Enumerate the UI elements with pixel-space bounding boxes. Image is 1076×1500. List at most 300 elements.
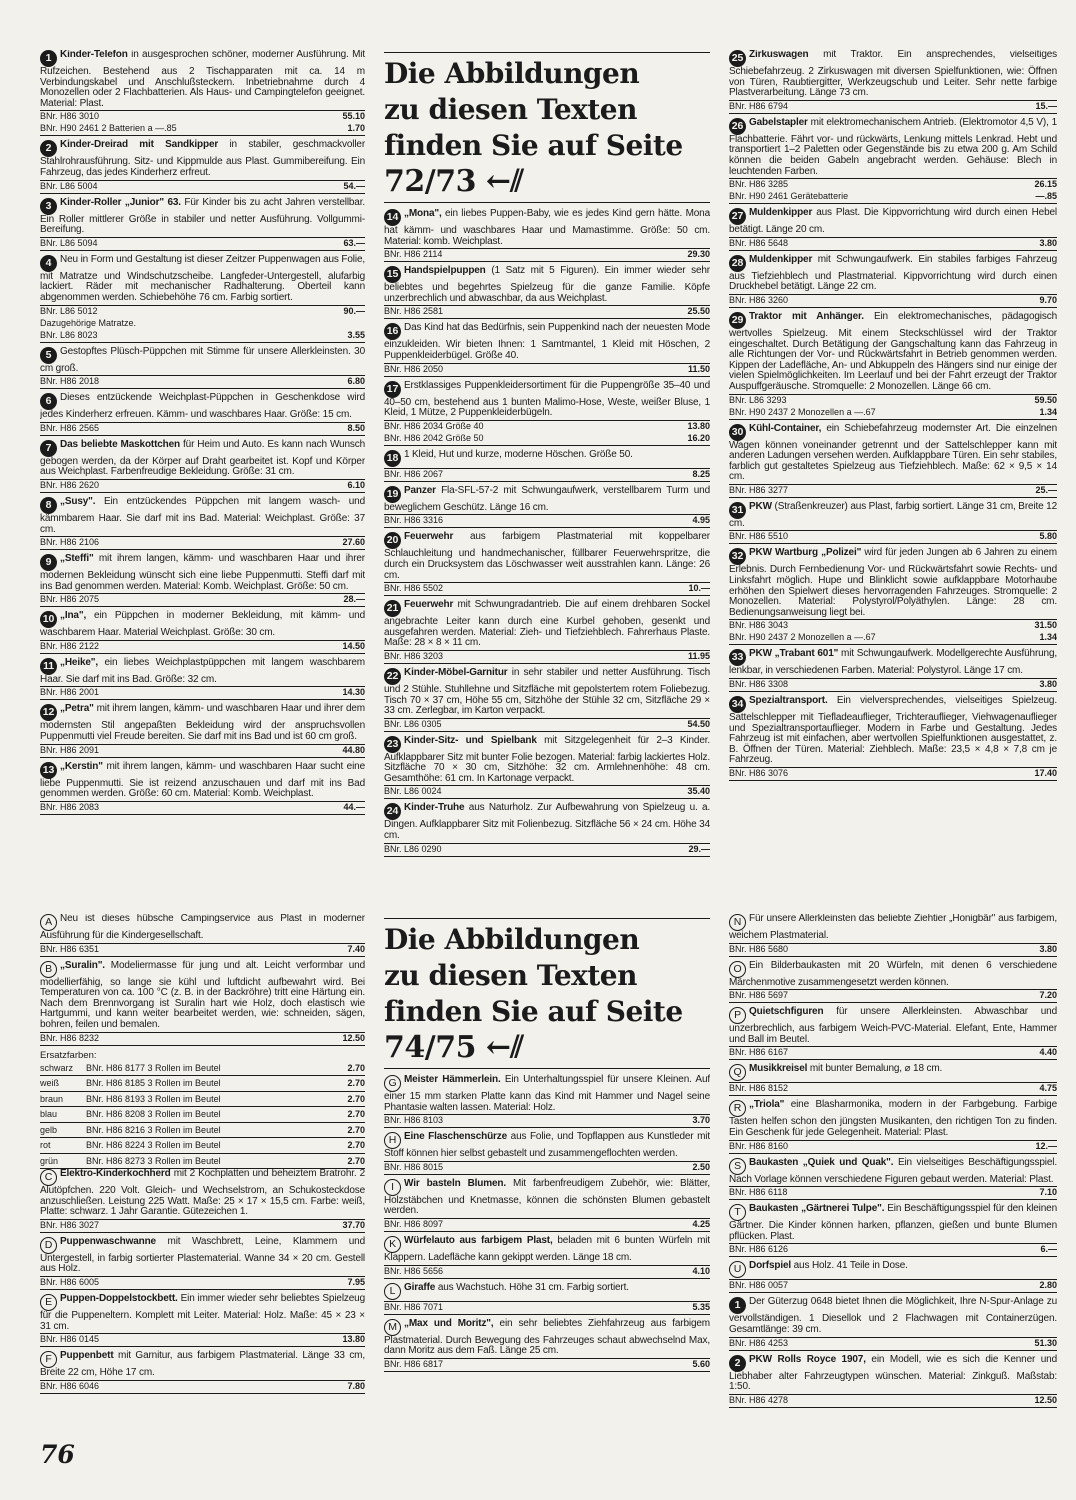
item-description: [40, 611, 365, 639]
item-number-badge: 21: [384, 600, 401, 617]
item-text: mit Schwungradantrieb. Die auf einem drehbaren Sockel angebrachte Leiter kann durch eine Kurbel gehoben, gesenkt und ausgefahren werden. Material: Zieh- und Tiefziehblech. Fahrerhaus Plaste. Maße: 28 × 8 × 11 cm.: [384, 599, 710, 649]
order-number: BNr. H86 8224 3 Rollen im Beutel: [86, 1138, 333, 1154]
catalog-item: [40, 762, 365, 815]
price: 6.—: [1040, 1244, 1057, 1255]
catalog-item: [729, 208, 1057, 251]
replacement-row: [40, 1153, 365, 1169]
catalog-item: [729, 1100, 1057, 1153]
order-number-row: [384, 650, 710, 662]
page-reference-heading-1: [384, 52, 710, 203]
order-number-row: [729, 394, 1057, 406]
item-text: ein Püppchen in moderner Bekleidung, mit kämm- und waschbarem Haar. Material Weichplast. Größe: 30 cm.: [40, 610, 365, 639]
item-title: Feuerwehr: [404, 531, 454, 543]
item-title: Feuerwehr: [404, 599, 454, 611]
item-number-badge: 30: [729, 424, 746, 441]
replacement-colors-table: [40, 1061, 365, 1170]
catalog-item: [40, 1294, 365, 1347]
catalog-item: [40, 704, 365, 757]
item-text: Neu ist dieses hübsche Campingservice aus Plast in moderner Ausführung für die Kindergesellschaft.: [40, 914, 365, 941]
order-number: BNr. H86 5680: [729, 943, 789, 954]
order-number: BNr. H86 2018: [40, 376, 100, 387]
item-description: [384, 323, 710, 361]
item-title: „Triola": [749, 1099, 785, 1111]
item-number-badge: 28: [729, 255, 746, 272]
order-number-row: [729, 678, 1057, 690]
catalog-item: [384, 450, 710, 482]
item-text: Neu in Form und Gestaltung ist dieser Zeitzer Puppenwagen aus Folie, mit Matratze und Windschutzscheibe. Langfeder-Untergestell, alufarbig lackiert. Räder mit mechanischer Radhalterung. Oberteil kann abgenommen werden. Schiebehöhe 76 cm. Farbig sortiert.: [40, 253, 365, 303]
item-text: für unsere Allerkleinsten. Abwaschbar und unzerbrechlich, aus farbigem Weich-PVC-Material. Elefant, Ente, Hammer und Ball im Beutel.: [729, 1006, 1057, 1045]
order-number: BNr. H86 2075: [40, 594, 100, 605]
item-text: Ein vielseitiges Beschäftigungsspiel. Nach Vorlage können verschiedene Figuren gebaut werden. Material: Plast.: [729, 1156, 1057, 1185]
order-number-row: [384, 843, 710, 855]
item-text: mit ihrem langen, kämm- und waschbaren Haar und ihrer modernen Bekleidung wünscht sich eine liebe Puppenmutti. Steffi darf mit ins Bad genommen werden. Material: Komb. Weichplast. Größe: 50 cm.: [40, 553, 365, 592]
order-number-row: [40, 943, 365, 955]
item-description: [729, 649, 1057, 677]
item-description: [40, 198, 365, 236]
order-number-row: [384, 1301, 710, 1313]
price: 3.80: [1039, 237, 1057, 248]
price: 11.95: [687, 650, 710, 661]
color-name: grün: [40, 1153, 86, 1169]
item-number-badge: 22: [384, 668, 401, 685]
item-description: [384, 1075, 710, 1113]
item-title: Musikkreisel: [749, 1063, 808, 1075]
order-number: BNr. H86 4278: [729, 1394, 789, 1405]
catalog-item: [384, 486, 710, 529]
order-number: BNr. H86 8103: [384, 1115, 444, 1126]
item-title: Muldenkipper: [749, 253, 813, 265]
price: 27.60: [342, 537, 365, 548]
catalog-item: [40, 658, 365, 701]
item-description: [729, 1261, 1057, 1278]
item-text: (1 Satz mit 5 Figuren). Ein immer wieder sehr beliebtes und begehrtes Spielzeug für die ganze Familie. Köpfe unzerbrechlich und abwaschbar, da aus Weichplast.: [384, 265, 710, 304]
item-title: „Susy".: [60, 495, 96, 507]
replacement-row: [40, 1122, 365, 1138]
item-description: [40, 255, 365, 304]
price: 7.40: [347, 943, 365, 954]
catalog-item: [40, 255, 365, 343]
item-text: (Straßenkreuzer) aus Plast, farbig sortiert. Länge 31 cm, Breite 12 cm.: [729, 500, 1057, 529]
price: 2.70: [333, 1091, 365, 1107]
price: 3.70: [692, 1115, 710, 1126]
item-number-badge: 1: [729, 1297, 746, 1314]
order-number: BNr. H86 3285: [729, 179, 789, 190]
item-number-badge: 8: [40, 497, 57, 514]
order-number: BNr. H86 8216 3 Rollen im Beutel: [86, 1122, 333, 1138]
item-text: in stabiler, geschmackvoller Stahlrohrausführung. Sitz- und Kippmulde aus Plast. Gummibereifung. Ein Fahrzeug, das jedes Kinderherz erfreut.: [40, 139, 365, 178]
item-description: [40, 704, 365, 742]
order-number: BNr. H86 6005: [40, 1277, 100, 1288]
order-number-row: [40, 744, 365, 756]
order-number: BNr. L86 0024: [384, 786, 442, 797]
item-list: [40, 914, 365, 1394]
price: 2.80: [1039, 1280, 1057, 1291]
item-description: [384, 1132, 710, 1160]
price: 2.70: [333, 1153, 365, 1169]
item-text: wird für jeden Jungen ab 6 Jahren zu einem Erlebnis. Durch Fernbedienung Vor- und Rückwärtsfahrt sowie Rechts- und Linksfahrt möglich. Hupe und Blinklicht sowie aufklappbare Motorhaube erhöhen den Spielwert dieses hervorragenden Fahrzeuges. Stromquelle: 2 Monozellen. Material: Polystyrol/Polyäthylen. Länge: 28 cm. Bedienungsanweisung liegt bei.: [729, 547, 1057, 618]
item-number-badge: 3: [40, 198, 57, 215]
price: 7.20: [1039, 990, 1057, 1001]
item-text: mit Traktor. Ein ansprechendes, vielseitiges Schiebefahrzeug. 2 Zirkuswagen mit diversen Spielfunktionen, wie: Öffnen von Türen, Raubtiergitter, Werkzeugschub und Leiter. Sehr nette farbige Plastverarbeitung. Länge 73 cm.: [729, 50, 1057, 99]
item-number-badge: D: [40, 1237, 57, 1254]
item-text: mit Schwungaufwerk. Ein stabiles farbiges Fahrzeug aus Tiefziehblech und Plastmaterial. Kippvorrichtung wird durch einen Druckhebel betätigt. Länge 22 cm.: [729, 253, 1057, 293]
order-number-row: [40, 180, 365, 192]
catalog-item: [384, 1319, 710, 1372]
ersatz-label: Ersatzfarben:: [40, 1049, 97, 1061]
price: 29.30: [687, 249, 710, 260]
order-number-row: [384, 363, 710, 375]
catalog-item: [384, 323, 710, 376]
item-title: „Petra": [60, 703, 94, 715]
price: 55.10: [342, 111, 365, 122]
order-number: BNr. H86 2581: [384, 306, 444, 317]
order-number: BNr. L86 0305: [384, 718, 442, 729]
item-description: [729, 1297, 1057, 1335]
order-number: BNr. H86 2034 Größe 40: [384, 420, 484, 431]
order-number: BNr. H86 6817: [384, 1358, 444, 1369]
price: 35.40: [687, 786, 710, 797]
item-number-badge: 16: [384, 323, 401, 340]
order-number-row: [40, 330, 365, 341]
item-text: aus farbigem Plastmaterial mit koppelbarer Schlauchleitung und handmechanischer, füllbarer Feuerwehrspritze, die durch ein Drucksystem das Löschwasser weit ausstrahlen kann. Länge: 26 cm.: [384, 531, 710, 581]
price: 44.80: [342, 744, 365, 755]
item-number-badge: 34: [729, 696, 746, 713]
price: 8.50: [347, 422, 365, 433]
order-number-row: [384, 433, 710, 444]
price: 31.50: [1034, 620, 1057, 631]
heading-page-ref: 74/75 ←⫽: [384, 1030, 524, 1065]
price: 6.80: [347, 376, 365, 387]
order-number: BNr. H86 8232: [40, 1032, 100, 1043]
order-number: BNr. H86 6167: [729, 1047, 789, 1058]
item-text: Der Güterzug 0648 bietet Ihnen die Möglichkeit, Ihre N-Spur-Anlage zu vervollständigen. 1 Diesellok und 2 Flachwagen mit Containerzügen. Gesamtlänge: 39 cm.: [729, 1296, 1057, 1335]
item-title: Dorfspiel: [749, 1260, 791, 1272]
item-title: Würfelauto aus farbigem Plast,: [404, 1234, 553, 1246]
price: 2.70: [333, 1061, 365, 1076]
heading-page-ref: 72/73 ←⫽: [384, 164, 524, 199]
item-description: [40, 1237, 365, 1275]
item-title: Traktor mit Anhänger.: [749, 310, 864, 322]
item-number-badge: L: [384, 1283, 401, 1300]
item-text: beladen mit 6 bunten Würfeln mit Klappern. Ladefläche kann gekippt werden. Länge 18 cm.: [384, 1234, 710, 1263]
item-description: [40, 1351, 365, 1379]
price: 13.80: [342, 1334, 365, 1345]
order-number: BNr. H86 3308: [729, 679, 789, 690]
catalog-item: [729, 255, 1057, 308]
color-name: gelb: [40, 1122, 86, 1138]
catalog-item: [729, 118, 1057, 204]
order-number-row: [729, 530, 1057, 542]
catalog-item: [40, 198, 365, 251]
item-text: Erstklassiges Puppenkleidersortiment für die Puppengröße 35–40 und 40–50 cm, bestehend aus 1 bunten Malimo-Hose, Weste, weißer Bluse, 1 Kleid, 1 Mütze, 2 Puppenkleiderbügeln.: [384, 379, 710, 419]
order-number-row: [729, 989, 1057, 1001]
order-number: BNr. H86 3277: [729, 484, 789, 495]
order-number-row: [40, 479, 365, 491]
price: 3.80: [1039, 943, 1057, 954]
price: 44.—: [343, 801, 365, 812]
item-text: Dieses entzückende Weichplast-Püppchen in Geschenkdose wird jedes Kinderherz erfreuen. Kämm- und waschbares Haar. Größe: 15 cm.: [40, 392, 365, 421]
order-number: BNr. H86 3316: [384, 515, 444, 526]
price: 7.95: [347, 1277, 365, 1288]
item-text: aus Naturholz. Zur Aufbewahrung von Spielzeug u. a. Dingen. Aufklappbarer Sitz mit Folienbezug. Sitzfläche 56 × 24 cm. Höhe 34 cm.: [384, 802, 710, 842]
item-text: mit ihrem langen, kämm- und waschbaren Haar und ihrer dem modernsten Stil angepaßten Bekleidung wird der anspruchsvollen Puppenmutti viel Freude bereiten. Sie darf mit ins Bad und ist 60 cm groß.: [40, 703, 365, 743]
item-description: [40, 658, 365, 686]
price: 26.15: [1034, 179, 1057, 190]
price: 14.30: [342, 687, 365, 698]
catalog-item: [40, 393, 365, 436]
item-title: Eine Flaschenschürze: [404, 1131, 508, 1143]
catalog-item: [384, 736, 710, 800]
order-number: BNr. H86 5656: [384, 1265, 444, 1276]
order-number: BNr. H90 2437 2 Monozellen a —.67: [729, 632, 876, 643]
order-number-row: [40, 318, 365, 329]
replacement-row: [40, 1076, 365, 1092]
item-description: [40, 1169, 365, 1218]
catalog-item: [40, 1351, 365, 1394]
item-number-badge: 25: [729, 50, 746, 67]
price: 9.70: [1039, 294, 1057, 305]
item-number-badge: S: [729, 1158, 746, 1175]
order-number: BNr. H86 8152: [729, 1083, 789, 1094]
catalog-item: [729, 502, 1057, 545]
item-description: [40, 497, 365, 535]
item-description: [384, 1319, 710, 1357]
item-title: Meister Hämmerlein.: [404, 1074, 501, 1085]
order-number: BNr. H86 6118: [729, 1187, 788, 1198]
order-number-row: [40, 305, 365, 317]
item-text: mit ihrem langen, kämm- und waschbaren Haar sucht eine liebe Puppenmutti. Sie ist reizend anzuschauen und darf mit ins Bad genommen werden. Größe: 60 cm. Material: Komb. Weichplast.: [40, 760, 365, 800]
order-number-row: [729, 100, 1057, 112]
item-title: „Suralin".: [60, 959, 105, 971]
catalog-item: [40, 554, 365, 607]
item-description: [729, 1100, 1057, 1138]
item-number-badge: 20: [384, 532, 401, 549]
item-text: eine Blasharmonika, modern in der Farbgebung. Farbige Tasten helfen schon den jüngsten Musikanten, den richtigen Ton zu finden. Ein Geschenk für jede Gelegenheit. Material: Plast.: [729, 1099, 1057, 1138]
item-title: PKW Wartburg „Polizei": [749, 547, 862, 559]
order-number: BNr. H86 8177 3 Rollen im Beutel: [86, 1061, 333, 1076]
column-middle-top: [384, 52, 710, 861]
item-text: mit Sitzgelegenheit für 2–3 Kinder. Aufklappbarer Sitz mit bunter Folie bezogen. Material: farbig lackiertes Holz. Sitzfläche 70 × 30 cm, Sitzhöhe: 32 cm. Armlehnenhöhe: 48 cm. Gesamthöhe: 61 cm. In Kartonage verpackt.: [384, 734, 710, 784]
order-number: BNr. H86 8015: [384, 1161, 444, 1172]
order-number-row: [40, 237, 365, 249]
price: 1.34: [1039, 406, 1057, 417]
order-number-row: [729, 1394, 1057, 1406]
item-number-badge: C: [40, 1169, 57, 1186]
order-number: BNr. H86 3010: [40, 111, 100, 122]
price: 16.20: [687, 432, 710, 443]
replacement-row: [40, 1138, 365, 1154]
order-number-row: [40, 1032, 365, 1044]
order-number: BNr. H86 6046: [40, 1380, 100, 1391]
item-title: Kinder-Truhe: [404, 802, 465, 814]
catalog-item: [729, 1261, 1057, 1293]
order-number: BNr. H86 8208 3 Rollen im Beutel: [86, 1107, 333, 1123]
item-title: „Kerstin": [60, 760, 103, 772]
item-text: ein liebes Puppen-Baby, wie es jedes Kind gern hätte. Mona hat kämm- und waschbares Haar und Mamastimme. Größe: 50 cm. Material: komb. Weichplast.: [384, 208, 710, 247]
order-number-row: [384, 305, 710, 317]
catalog-item: [729, 1355, 1057, 1408]
item-list: [384, 1075, 710, 1372]
item-description: [729, 1355, 1057, 1393]
catalog-item: [384, 668, 710, 732]
item-text: mit Schwungaufwerk. Modellgerechte Ausführung, lenkbar, in verschiedenen Farben. Material: Polystyrol. Länge 17 cm.: [729, 648, 1057, 677]
catalog-item: [729, 312, 1057, 420]
item-title: „Mona",: [404, 208, 442, 219]
price: 12.—: [1035, 1140, 1057, 1151]
order-number: BNr. L86 8023: [40, 329, 98, 340]
order-number-row: [40, 640, 365, 652]
item-text: Das Kind hat das Bedürfnis, sein Puppenkind nach der neuesten Mode einzukleiden. Wir bieten Ihnen: 1 Samtmantel, 1 Kleid mit Höschen, 2 Puppenkleiderbügel. Größe 40.: [384, 322, 710, 361]
price: 2.70: [333, 1138, 365, 1154]
item-description: [384, 600, 710, 649]
order-number-row: [729, 1186, 1057, 1198]
column-right-top: [729, 50, 1057, 785]
order-number: BNr. H86 5648: [729, 237, 789, 248]
item-title: Baukasten „Gärtnerei Tulpe".: [749, 1203, 885, 1215]
price: 4.40: [1039, 1047, 1057, 1058]
item-description: [729, 312, 1057, 393]
item-text: Ein Bilderbaukasten mit 20 Würfeln, mit denen 6 verschiedene Märchenmotive zusammengesetzt werden können.: [729, 959, 1057, 988]
color-name: blau: [40, 1107, 86, 1123]
order-number: BNr. H86 2067: [384, 468, 444, 479]
order-number-row: [40, 375, 365, 387]
order-number-row: [384, 1218, 710, 1230]
column-left-top: [40, 50, 365, 819]
order-number: BNr. L86 5094: [40, 237, 98, 248]
order-number-row: [40, 593, 365, 605]
price: 12.50: [1034, 1394, 1057, 1405]
order-number-row: [729, 1279, 1057, 1291]
price: 1.34: [1039, 632, 1057, 643]
item-text: ein Schiebefahrzeug modernster Art. Die einzelnen Wagen können voneinander getrennt und der Sattelschlepper kann mit anderen Ladungen versehen werden. Aufklappbare Türen. Ein sehr stabiles, farblich gut gestaltetes Spielzeug aus Tiefziehblech. Maße: 62 × 9,5 × 14 cm.: [729, 422, 1057, 483]
item-text: in sehr stabiler und netter Ausführung. Tisch und 2 Stühle. Stuhllehne und Sitzfläche mit gepolstertem rotem Foliebezug. Tisch 70 × 37 cm, Höhe 55 cm, Sitzhöhe der Stühle 32 cm, Sitzfläche 29 × 33 cm. Zerlegbar, im Karton verpackt.: [384, 666, 710, 717]
order-number: BNr. H86 2001: [40, 687, 100, 698]
catalog-item: [729, 1158, 1057, 1201]
item-description: [729, 50, 1057, 99]
item-description: [384, 736, 710, 785]
item-number-badge: 10: [40, 611, 57, 628]
price: 2.50: [692, 1161, 710, 1172]
order-number-row: [40, 422, 365, 434]
item-number-badge: 32: [729, 548, 746, 565]
catalog-item: [384, 1132, 710, 1175]
item-number-badge: 27: [729, 208, 746, 225]
replacement-row: [40, 1107, 365, 1123]
order-number: BNr. H86 5502: [384, 583, 444, 594]
price: 1.70: [347, 123, 365, 134]
order-number-row: [729, 1337, 1057, 1349]
item-number-badge: H: [384, 1132, 401, 1149]
order-number-row: [40, 1276, 365, 1288]
order-number: BNr. H86 3260: [729, 294, 789, 305]
item-description: [384, 266, 710, 304]
order-number-row: [729, 191, 1057, 202]
order-number: BNr. H86 8185 3 Rollen im Beutel: [86, 1076, 333, 1092]
item-text: Ein vielversprechendes, vielseitiges Spielzeug. Sattelschlepper mit Tiefladeauflieger, Trichterauflieger, Viehwagenauflieger und Spezialtransportauflieger. Modern in Farbe und Gestaltung. Jedes Fahrzeug ist mit einfachen, aber wertvollen Spielfunktionen ausgestattet, z. B. Öffnen der Türen. Material: Ziehblech. Maße: 23,5 × 4,8 × 7,8 cm je Fahrzeug.: [729, 695, 1057, 766]
catalog-item: [40, 440, 365, 493]
catalog-item: [729, 1204, 1057, 1257]
order-number-row: [729, 767, 1057, 779]
catalog-item: [729, 696, 1057, 781]
item-number-badge: 2: [40, 140, 57, 157]
color-name: weiß: [40, 1076, 86, 1092]
catalog-item: [40, 50, 365, 136]
heading-line: Die Abbildungen: [384, 923, 640, 956]
item-description: [384, 1236, 710, 1264]
catalog-item: [40, 140, 365, 193]
item-title: Puppenwaschwanne: [60, 1235, 156, 1247]
item-text: 1 Kleid, Hut und kurze, moderne Höschen. Größe 50.: [404, 448, 633, 460]
order-number-row: [729, 1243, 1057, 1255]
order-number: BNr. H86 5510: [729, 531, 789, 542]
order-number-row: [729, 1046, 1057, 1058]
item-number-badge: 15: [384, 266, 401, 283]
item-number-badge: I: [384, 1179, 401, 1196]
price: 25.50: [687, 306, 710, 317]
price: 54.—: [343, 180, 365, 191]
order-number: BNr. H90 2461 Gerätebatterie: [729, 191, 849, 202]
item-description: [384, 1283, 710, 1300]
item-title: Kinder-Dreirad mit Sandkipper: [60, 139, 219, 151]
item-number-badge: 33: [729, 649, 746, 666]
order-number: BNr. H86 6794: [729, 100, 789, 111]
heading-line: zu diesen Texten: [384, 93, 637, 126]
price: 2.70: [333, 1076, 365, 1092]
item-text: Für Kinder bis zu acht Jahren verstellbar. Ein Roller mittlerer Größe in stabiler und netter Ausführung. Vollgummi-Bereifung.: [40, 196, 365, 236]
order-number: BNr. H86 7071: [384, 1301, 444, 1312]
order-number: BNr. H86 3043: [729, 620, 789, 631]
order-number-row: [729, 484, 1057, 496]
item-description: [729, 502, 1057, 530]
heading-line: Die Abbildungen: [384, 57, 640, 90]
item-title: Giraffe: [404, 1281, 436, 1293]
catalog-item: [384, 1075, 710, 1128]
price: 7.80: [347, 1380, 365, 1391]
catalog-item: [729, 1297, 1057, 1350]
item-number-badge: 14: [384, 209, 401, 226]
price: 12.50: [342, 1032, 365, 1043]
catalog-item: [729, 548, 1057, 645]
item-text: Ein entzückendes Püppchen mit langem wasch- und kämmbarem Haar. Sie darf mit ins Bad. Material: Weichplast. Größe: 37 cm.: [40, 495, 365, 535]
catalog-item: [40, 1237, 365, 1290]
item-title: „Max und Moritz",: [404, 1317, 494, 1329]
price: 5.80: [1039, 531, 1057, 542]
order-number-row: [384, 718, 710, 730]
item-description: [40, 1294, 365, 1332]
price: 13.80: [687, 420, 710, 431]
replacement-row: [40, 1091, 365, 1107]
catalog-item: [729, 649, 1057, 692]
item-number-badge: 29: [729, 312, 746, 329]
item-title: „Ina",: [60, 610, 87, 622]
item-description: [40, 347, 365, 375]
price: 17.40: [1034, 768, 1057, 778]
item-number-badge: N: [729, 914, 746, 931]
item-title: Puppenbett: [60, 1350, 114, 1362]
item-number-badge: 9: [40, 554, 57, 571]
order-number: BNr. H90 2461 2 Batterien a —.85: [40, 123, 177, 134]
item-number-badge: 7: [40, 440, 57, 457]
item-number-badge: E: [40, 1294, 57, 1311]
price: —.85: [1035, 191, 1057, 202]
item-text: Für unsere Allerkleinsten das beliebte Ziehtier „Honigbär" aus farbigem, weichem Plastmaterial.: [729, 914, 1057, 941]
catalog-item: [384, 532, 710, 596]
item-number-badge: 1: [40, 50, 57, 67]
item-number-badge: K: [384, 1236, 401, 1253]
price: 4.95: [692, 515, 710, 526]
item-description: [40, 914, 365, 942]
catalog-item: [40, 961, 365, 1046]
